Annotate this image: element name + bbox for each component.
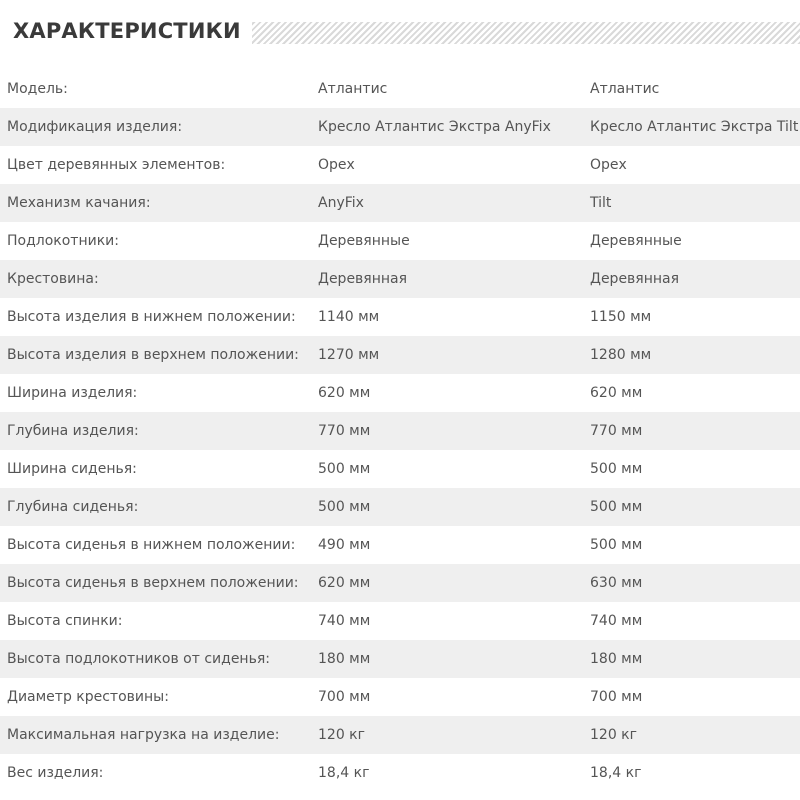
spec-value-tilt: 500 мм — [583, 488, 800, 526]
spec-value-tilt: Деревянные — [590, 233, 682, 249]
spec-value-anyfix: Атлантис — [318, 81, 388, 97]
spec-label: Цвет деревянных элементов: — [7, 157, 226, 173]
table-row — [0, 374, 800, 412]
spec-value-tilt: Tilt — [583, 184, 800, 222]
spec-label: Ширина сиденья: — [7, 461, 137, 477]
spec-label: Ширина изделия: — [7, 385, 138, 401]
table-row — [0, 678, 800, 716]
spec-value-tilt: 120 кг — [583, 716, 800, 754]
spec-label: Высота изделия в нижнем положении: — [7, 309, 296, 325]
spec-value-tilt: 500 мм — [590, 461, 643, 477]
spec-value-tilt: 500 мм — [590, 537, 643, 553]
spec-value-tilt: Деревянная — [583, 260, 800, 298]
spec-label: Механизм качания: — [0, 184, 318, 222]
spec-value-tilt: 630 мм — [583, 564, 800, 602]
spec-value-anyfix: 740 мм — [318, 613, 371, 629]
spec-value-anyfix: Деревянная — [318, 260, 583, 298]
spec-value-tilt: 1150 мм — [590, 309, 652, 325]
table-row — [0, 526, 800, 564]
spec-value-anyfix: 490 мм — [318, 537, 371, 553]
spec-value-tilt: 740 мм — [590, 613, 643, 629]
table-row — [0, 298, 800, 336]
section-header — [0, 0, 800, 70]
table-row — [0, 754, 800, 792]
spec-value-anyfix: 620 мм — [318, 385, 371, 401]
spec-value-tilt: 620 мм — [590, 385, 643, 401]
specifications-table — [0, 70, 800, 792]
table-row — [0, 184, 800, 222]
table-row — [0, 450, 800, 488]
table-row — [0, 146, 800, 184]
spec-value-anyfix: Кресло Атлантис Экстра AnyFix — [318, 108, 583, 146]
spec-label: Вес изделия: — [7, 765, 104, 781]
spec-label: Высота сиденья в верхнем положении: — [0, 564, 318, 602]
spec-label: Глубина изделия: — [0, 412, 318, 450]
section-title: ХАРАКТЕРИСТИКИ — [13, 19, 241, 43]
spec-label: Высота сиденья в нижнем положении: — [7, 537, 296, 553]
spec-label: Высота подлокотников от сиденья: — [0, 640, 318, 678]
table-row — [0, 260, 800, 298]
spec-value-anyfix: 620 мм — [318, 564, 583, 602]
spec-value-tilt: Атлантис — [590, 81, 660, 97]
table-row — [0, 716, 800, 754]
table-row — [0, 222, 800, 260]
table-row — [0, 108, 800, 146]
spec-value-anyfix: 1270 мм — [318, 336, 583, 374]
table-row — [0, 640, 800, 678]
spec-value-tilt: 1280 мм — [583, 336, 800, 374]
spec-value-tilt: 180 мм — [583, 640, 800, 678]
spec-value-anyfix: 1140 мм — [318, 309, 380, 325]
spec-label: Модель: — [7, 81, 68, 97]
spec-value-tilt: 18,4 кг — [590, 765, 642, 781]
spec-value-anyfix: 18,4 кг — [318, 765, 370, 781]
spec-value-tilt: Кресло Атлантис Экстра Tilt — [583, 108, 800, 146]
table-row — [0, 412, 800, 450]
spec-value-anyfix: Орех — [318, 157, 355, 173]
spec-value-anyfix: 500 мм — [318, 488, 583, 526]
spec-value-anyfix: 770 мм — [318, 412, 583, 450]
spec-label: Максимальная нагрузка на изделие: — [0, 716, 318, 754]
table-row — [0, 336, 800, 374]
spec-label: Модификация изделия: — [0, 108, 318, 146]
table-row — [0, 70, 800, 108]
table-row — [0, 564, 800, 602]
spec-label: Диаметр крестовины: — [7, 689, 169, 705]
spec-label: Высота спинки: — [7, 613, 123, 629]
decorative-stripe-band — [252, 22, 800, 44]
spec-value-tilt: 770 мм — [583, 412, 800, 450]
spec-value-tilt: Орех — [590, 157, 627, 173]
spec-value-anyfix: 500 мм — [318, 461, 371, 477]
spec-label: Крестовина: — [0, 260, 318, 298]
spec-value-tilt: 700 мм — [590, 689, 643, 705]
specifications-table-body — [0, 70, 800, 792]
table-row — [0, 602, 800, 640]
spec-label: Высота изделия в верхнем положении: — [0, 336, 318, 374]
spec-value-anyfix: 120 кг — [318, 716, 583, 754]
spec-value-anyfix: AnyFix — [318, 184, 583, 222]
spec-value-anyfix: 180 мм — [318, 640, 583, 678]
spec-value-anyfix: 700 мм — [318, 689, 371, 705]
spec-label: Подлокотники: — [7, 233, 119, 249]
table-row — [0, 488, 800, 526]
spec-label: Глубина сиденья: — [0, 488, 318, 526]
spec-value-anyfix: Деревянные — [318, 233, 410, 249]
